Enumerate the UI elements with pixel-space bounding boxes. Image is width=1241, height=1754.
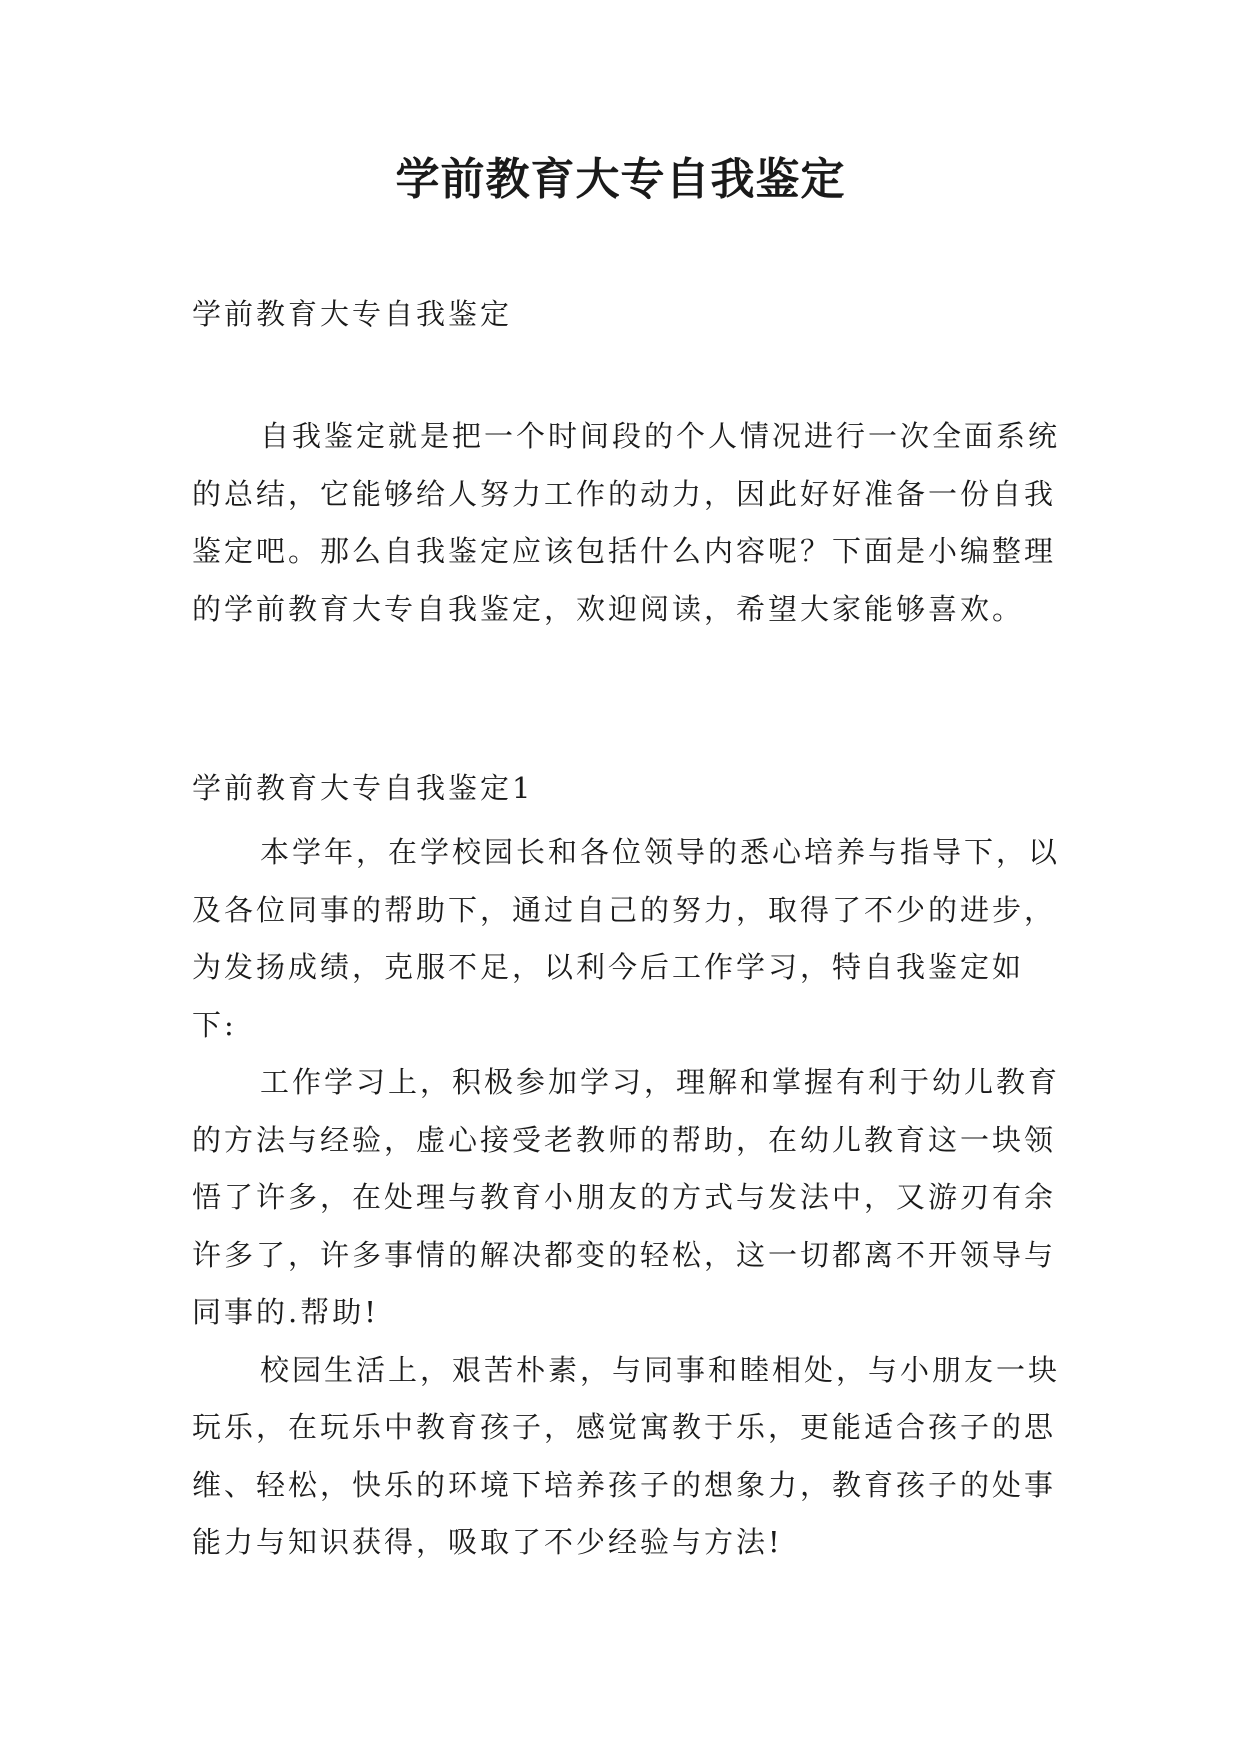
- document-subtitle: 学前教育大专自我鉴定: [192, 297, 513, 331]
- section-paragraph: 工作学习上，积极参加学习，理解和掌握有利于幼儿教育的方法与经验，虚心接受老教师的帮助，在幼儿教育这一块领悟了许多，在处理与教育小朋友的方式与发法中，又游刃有余许多了，许多事情的解决都变的轻松，这一切都离不开领导与同事的.帮助!: [192, 1065, 1061, 1329]
- section-heading: 学前教育大专自我鉴定1: [192, 771, 534, 805]
- document-title: 学前教育大专自我鉴定: [395, 154, 846, 205]
- section-body: [192, 824, 1060, 1572]
- section-paragraph: 本学年，在学校园长和各位领导的悉心培养与指导下，以及各位同事的帮助下，通过自己的努力，取得了不少的进步，为发扬成绩，克服不足，以利今后工作学习，特自我鉴定如下:: [192, 835, 1061, 1042]
- section-paragraph: 校园生活上，艰苦朴素，与同事和睦相处，与小朋友一块玩乐，在玩乐中教育孩子，感觉寓教于乐，更能适合孩子的思维、轻松，快乐的环境下培养孩子的想象力，教育孩子的处事能力与知识获得，吸取了不少经验与方法!: [192, 1352, 1061, 1559]
- intro-paragraph: 自我鉴定就是把一个时间段的个人情况进行一次全面系统的总结，它能够给人努力工作的动力，因此好好准备一份自我鉴定吧。那么自我鉴定应该包括什么内容呢？下面是小编整理的学前教育大专自我鉴定，欢迎阅读，希望大家能够喜欢。: [192, 419, 1061, 626]
